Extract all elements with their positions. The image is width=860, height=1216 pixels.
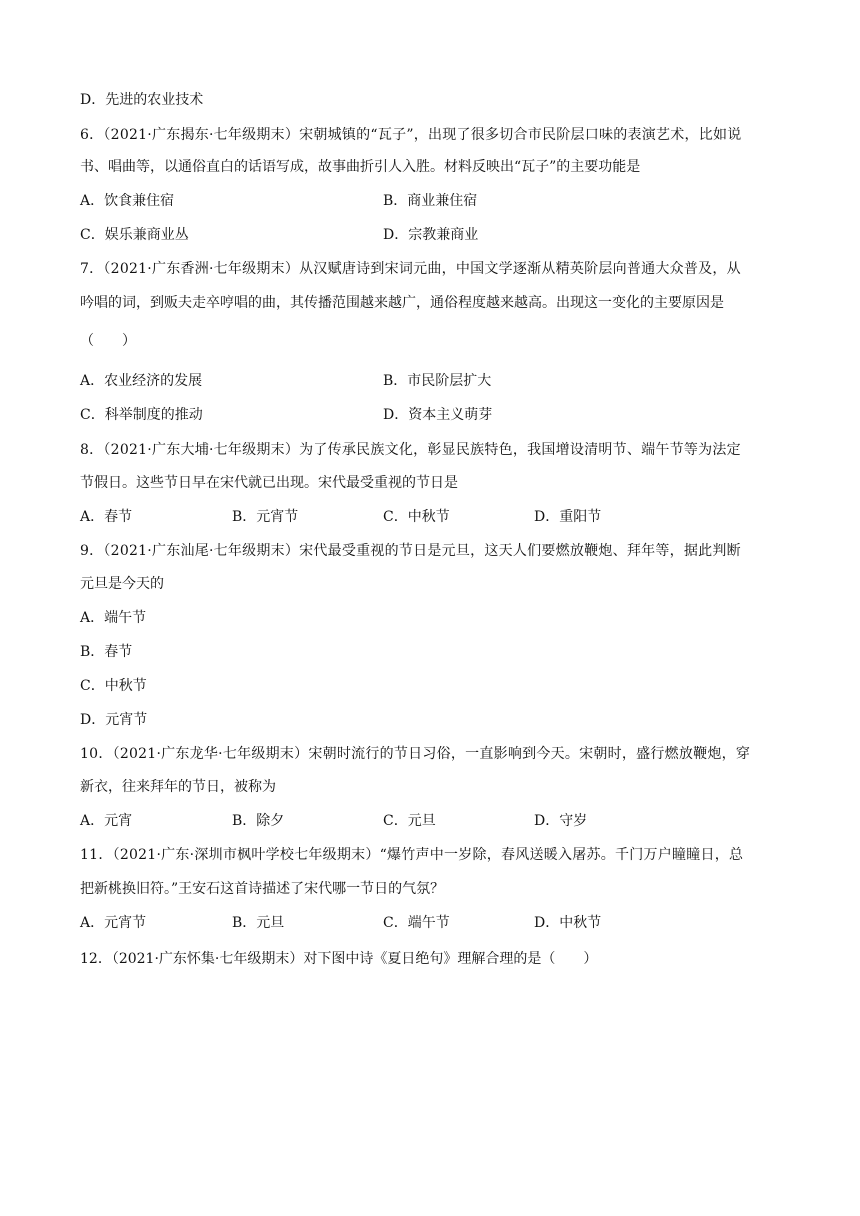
q7-stem-line3: （ ）: [80, 333, 136, 349]
q10-stem-line2: 新衣，往来拜年的节日，被称为: [80, 779, 276, 795]
q11-option-a: A．元宵节: [80, 915, 147, 931]
q7-stem-line1: 7．（2021·广东香洲·七年级期末）从汉赋唐诗到宋词元曲，中国文学逐渐从精英阶层向普通大众普及，从: [80, 261, 741, 277]
q10-stem-line1: 10．（2021·广东龙华·七年级期末）宋朝时流行的节日习俗，一直影响到今天。宋朝时，盛行燃放鞭炮，穿: [80, 746, 751, 762]
q7-option-b: B．市民阶层扩大: [383, 373, 492, 389]
q10-option-a: A．元宵: [80, 813, 133, 829]
q9-stem-line1: 9．（2021·广东汕尾·七年级期末）宋代最受重视的节日是元旦，这天人们要燃放鞭炮、拜年等，据此判断: [80, 543, 741, 559]
q7-option-a: A．农业经济的发展: [80, 373, 203, 389]
q6-option-d: D．宗教兼商业: [383, 227, 479, 243]
q8-option-a: A．春节: [80, 509, 133, 525]
q11-stem-line1: 11．（2021·广东·深圳市枫叶学校七年级期末）“爆竹声中一岁除，春风送暖入屠苏。千门万户瞳瞳日，总: [80, 847, 744, 863]
q6-stem-line1: 6．（2021·广东揭东·七年级期末）宋朝城镇的“瓦子”，出现了很多切合市民阶层口味的表演艺术，比如说: [80, 127, 742, 143]
q10-option-c: C．元旦: [383, 813, 436, 829]
q7-option-c: C．科举制度的推动: [80, 407, 203, 423]
q8-stem-line1: 8．（2021·广东大埔·七年级期末）为了传承民族文化，彰显民族特色，我国增设清明节、端午节等为法定: [80, 442, 741, 458]
q11-stem-line2: 把新桃换旧符。”王安石这首诗描述了宋代哪一节日的气氛？: [80, 881, 445, 897]
q6-stem-line2: 书、唱曲等，以通俗直白的话语写成，故事曲折引人入胜。材料反映出“瓦子”的主要功能是: [80, 159, 641, 175]
q9-stem-line2: 元旦是今天的: [80, 576, 164, 592]
q12-stem-line1: 12．（2021·广东怀集·七年级期末）对下图中诗《夏日绝句》理解合理的是（ ）: [80, 951, 598, 967]
q9-option-d: D．元宵节: [80, 712, 148, 728]
q9-option-c: C．中秋节: [80, 678, 147, 694]
q8-option-b: B．元宵节: [232, 509, 299, 525]
q8-option-c: C．中秋节: [383, 509, 450, 525]
q5-option-d: D．先进的农业技术: [80, 92, 204, 108]
q9-option-a: A．端午节: [80, 610, 147, 626]
q6-option-b: B．商业兼住宿: [383, 193, 478, 209]
q10-option-b: B．除夕: [232, 813, 285, 829]
q8-stem-line2: 节假日。这些节日早在宋代就已出现。宋代最受重视的节日是: [80, 475, 458, 491]
q7-option-d: D．资本主义萌芽: [383, 407, 493, 423]
q10-option-d: D．守岁: [534, 813, 588, 829]
q6-option-c: C．娱乐兼商业丛: [80, 227, 189, 243]
q8-option-d: D．重阳节: [534, 509, 602, 525]
q7-stem-line2: 吟唱的词，到贩夫走卒哼唱的曲，其传播范围越来越广，通俗程度越来越高。出现这一变化的主要原因是: [80, 295, 724, 311]
q9-option-b: B．春节: [80, 644, 133, 660]
q11-option-c: C．端午节: [383, 915, 450, 931]
q11-option-b: B．元旦: [232, 915, 285, 931]
q11-option-d: D．中秋节: [534, 915, 602, 931]
q6-option-a: A．饮食兼住宿: [80, 193, 175, 209]
